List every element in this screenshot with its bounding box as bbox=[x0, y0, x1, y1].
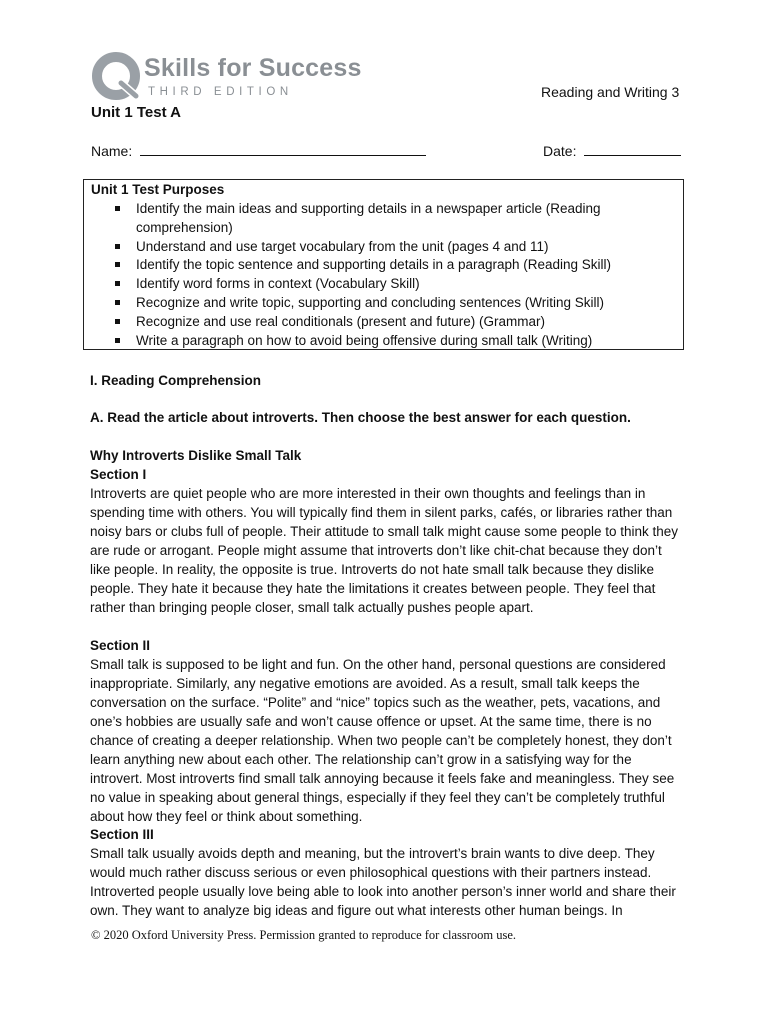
logo-title: Skills for Success bbox=[144, 54, 362, 82]
list-item: Recognize and write topic, supporting and concluding sentences (Writing Skill) bbox=[84, 294, 683, 313]
date-label: Date: bbox=[543, 143, 577, 159]
q-logo-icon bbox=[90, 50, 142, 102]
logo-subtitle: THIRD EDITION bbox=[148, 86, 293, 98]
date-blank[interactable] bbox=[584, 143, 681, 156]
bullet-icon bbox=[115, 300, 120, 305]
copyright-footer: © 2020 Oxford University Press. Permission granted to reproduce for classroom use. bbox=[91, 928, 517, 942]
test-purposes-box bbox=[83, 179, 684, 350]
section-3-text: Small talk usually avoids depth and meaning, but the introvert’s brain wants to dive deep. They would much rather discuss serious or even philosophical questions with their partners instead. Introverted people usually love being able to look into another person’s inner world and share their own. They want to analyze big ideas and figure out what interests other human beings. In bbox=[90, 846, 676, 918]
name-blank[interactable] bbox=[140, 143, 426, 156]
series-label: Reading and Writing 3 bbox=[541, 84, 680, 100]
section-2-heading: Section II bbox=[90, 638, 151, 653]
publisher-logo bbox=[90, 50, 362, 102]
list-item: Identify word forms in context (Vocabulary Skill) bbox=[84, 275, 683, 294]
test-title: Unit 1 Test A bbox=[91, 104, 182, 121]
list-item: Identify the main ideas and supporting details in a newspaper article (Reading comprehension) bbox=[84, 200, 683, 238]
bullet-icon bbox=[115, 319, 120, 324]
section-1-heading: Section I bbox=[90, 467, 147, 482]
section-2-text: Small talk is supposed to be light and fun. On the other hand, personal questions are considered inappropriate. Similarly, any negative emotions are avoided. As a result, small talk keeps the conversation on the surface. “Polite” and “nice” topics such as the weather, pets, vacations, and one’s hobbies are usually safe and won’t cause offence or upset. At the same time, there is no chance of creating a deeper relationship. When two people can’t be completely honest, they don’t learn anything new about each other. The relationship can’t grow in a satisfying way for the introvert. Most introverts find small talk annoying because it feels fake and meaningless. They see no value in speaking about general things, especially if they feel they can’t be completely truthful about how they feel or think about something. bbox=[90, 657, 675, 824]
list-item: Identify the topic sentence and supporting details in a paragraph (Reading Skill) bbox=[84, 256, 683, 275]
list-item: Understand and use target vocabulary from the unit (pages 4 and 11) bbox=[84, 238, 683, 257]
bullet-icon bbox=[115, 281, 120, 286]
purposes-title: Unit 1 Test Purposes bbox=[91, 182, 225, 197]
purposes-list bbox=[84, 200, 683, 350]
bullet-icon bbox=[115, 244, 120, 249]
bullet-icon bbox=[115, 338, 120, 343]
section-1-text: Introverts are quiet people who are more interested in their own thoughts and feelings than in spending time with others. You will typically find them in silent parks, cafés, or libraries rather than noisy bars or clubs full of people. Their attitude to small talk might cause some people to think they are rude or arrogant. People might assume that introverts don’t like chit-chat because they don’t like people. In reality, the opposite is true. Introverts do not hate small talk because they dislike people. They hate it because they hate the limitations it creates between people. They feel that rather than bringing people closer, small talk actually pushes people apart. bbox=[90, 486, 679, 615]
bullet-icon bbox=[115, 262, 120, 267]
name-label: Name: bbox=[91, 143, 133, 159]
article-title: Why Introverts Dislike Small Talk bbox=[90, 448, 302, 463]
name-line bbox=[91, 143, 426, 159]
date-line bbox=[543, 143, 681, 159]
list-item: Write a paragraph on how to avoid being offensive during small talk (Writing) bbox=[84, 332, 683, 351]
instruction: A. Read the article about introverts. Then choose the best answer for each question. bbox=[90, 410, 631, 425]
section-3-heading: Section III bbox=[90, 827, 154, 842]
bullet-icon bbox=[115, 206, 120, 211]
list-item: Recognize and use real conditionals (present and future) (Grammar) bbox=[84, 313, 683, 332]
section-heading: I. Reading Comprehension bbox=[90, 373, 262, 388]
